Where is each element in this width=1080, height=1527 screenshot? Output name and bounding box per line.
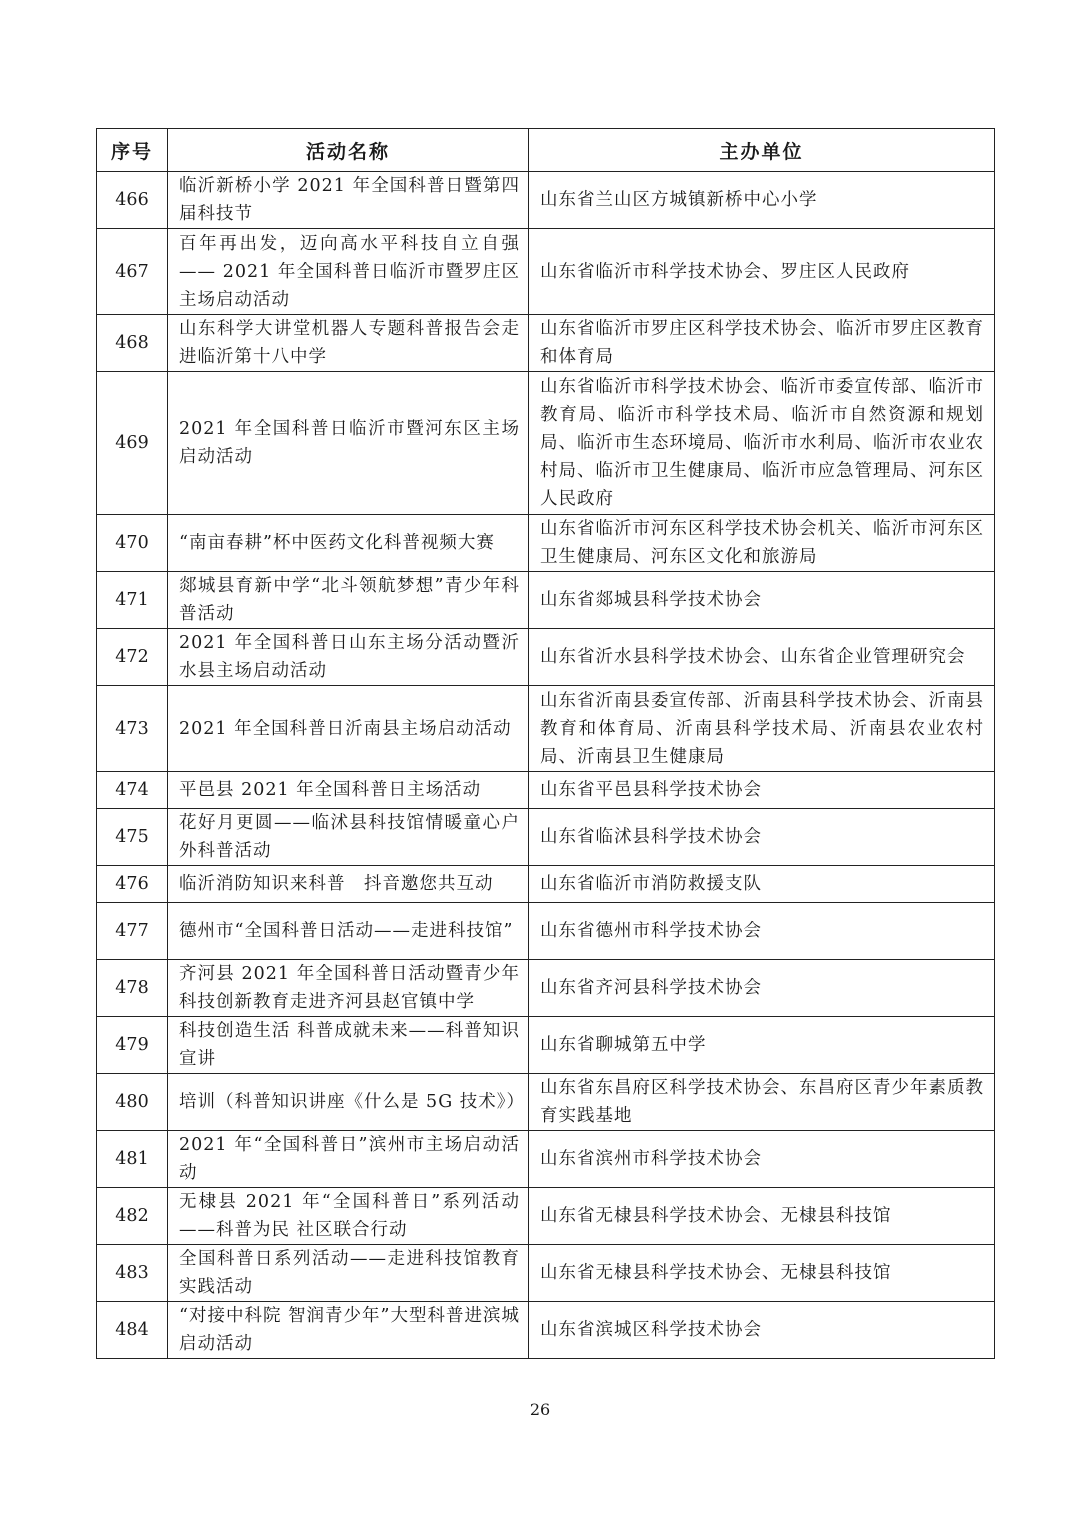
- cell-activity-name: 德州市“全国科普日活动——走进科技馆”: [168, 903, 529, 960]
- table-row: [97, 1302, 995, 1359]
- table-row: [97, 1131, 995, 1188]
- table-row: [97, 229, 995, 315]
- table-row: [97, 572, 995, 629]
- cell-activity-name: “对接中科院 智润青少年”大型科普进滨城启动活动: [168, 1302, 529, 1359]
- cell-activity-name: 2021 年全国科普日临沂市暨河东区主场启动活动: [168, 372, 529, 515]
- header-activity-name: 活动名称: [168, 129, 529, 172]
- header-serial-number: 序号: [97, 129, 168, 172]
- table-header-row: [97, 129, 995, 172]
- cell-serial-number: 478: [97, 960, 168, 1017]
- table-row: [97, 1245, 995, 1302]
- table-row: [97, 1017, 995, 1074]
- table-row: [97, 515, 995, 572]
- cell-serial-number: 472: [97, 629, 168, 686]
- cell-activity-name: 全国科普日系列活动——走进科技馆教育实践活动: [168, 1245, 529, 1302]
- cell-organizer: 山东省临沂市罗庄区科学技术协会、临沂市罗庄区教育和体育局: [529, 315, 995, 372]
- cell-activity-name: 齐河县 2021 年全国科普日活动暨青少年科技创新教育走进齐河县赵官镇中学: [168, 960, 529, 1017]
- cell-serial-number: 483: [97, 1245, 168, 1302]
- table-row: [97, 903, 995, 960]
- table-row: [97, 960, 995, 1017]
- table-row: [97, 629, 995, 686]
- page-number: 26: [529, 1400, 551, 1419]
- cell-serial-number: 471: [97, 572, 168, 629]
- activity-table: [96, 128, 995, 1359]
- cell-serial-number: 484: [97, 1302, 168, 1359]
- cell-serial-number: 470: [97, 515, 168, 572]
- cell-serial-number: 469: [97, 372, 168, 515]
- cell-organizer: 山东省东昌府区科学技术协会、东昌府区青少年素质教育实践基地: [529, 1074, 995, 1131]
- cell-organizer: 山东省滨州市科学技术协会: [529, 1131, 995, 1188]
- cell-activity-name: 山东科学大讲堂机器人专题科普报告会走进临沂第十八中学: [168, 315, 529, 372]
- cell-activity-name: 2021 年全国科普日沂南县主场启动活动: [168, 686, 529, 772]
- cell-organizer: 山东省无棣县科学技术协会、无棣县科技馆: [529, 1188, 995, 1245]
- cell-activity-name: 无棣县 2021 年“全国科普日”系列活动——科普为民 社区联合行动: [168, 1188, 529, 1245]
- table-body: [97, 172, 995, 1359]
- table-row: [97, 866, 995, 903]
- cell-organizer: 山东省无棣县科学技术协会、无棣县科技馆: [529, 1245, 995, 1302]
- cell-serial-number: 481: [97, 1131, 168, 1188]
- cell-serial-number: 474: [97, 772, 168, 809]
- cell-activity-name: 临沂消防知识来科普 抖音邀您共互动: [168, 866, 529, 903]
- cell-activity-name: 百年再出发，迈向高水平科技自立自强—— 2021 年全国科普日临沂市暨罗庄区主场启动活动: [168, 229, 529, 315]
- cell-serial-number: 480: [97, 1074, 168, 1131]
- cell-activity-name: 郯城县育新中学“北斗领航梦想”青少年科普活动: [168, 572, 529, 629]
- cell-serial-number: 479: [97, 1017, 168, 1074]
- table-row: [97, 372, 995, 515]
- cell-organizer: 山东省临沭县科学技术协会: [529, 809, 995, 866]
- cell-serial-number: 466: [97, 172, 168, 229]
- cell-organizer: 山东省临沂市科学技术协会、罗庄区人民政府: [529, 229, 995, 315]
- cell-activity-name: 临沂新桥小学 2021 年全国科普日暨第四届科技节: [168, 172, 529, 229]
- cell-activity-name: 花好月更圆——临沭县科技馆情暖童心户外科普活动: [168, 809, 529, 866]
- cell-activity-name: 2021 年“全国科普日”滨州市主场启动活动: [168, 1131, 529, 1188]
- cell-organizer: 山东省德州市科学技术协会: [529, 903, 995, 960]
- table-row: [97, 772, 995, 809]
- cell-activity-name: 培训（科普知识讲座《什么是 5G 技术》）: [168, 1074, 529, 1131]
- cell-organizer: 山东省滨城区科学技术协会: [529, 1302, 995, 1359]
- cell-serial-number: 467: [97, 229, 168, 315]
- cell-serial-number: 468: [97, 315, 168, 372]
- cell-organizer: 山东省临沂市消防救援支队: [529, 866, 995, 903]
- cell-organizer: 山东省聊城第五中学: [529, 1017, 995, 1074]
- cell-organizer: 山东省沂南县委宣传部、沂南县科学技术协会、沂南县教育和体育局、沂南县科学技术局、沂南县农业农村局、沂南县卫生健康局: [529, 686, 995, 772]
- cell-organizer: 山东省临沂市河东区科学技术协会机关、临沂市河东区卫生健康局、河东区文化和旅游局: [529, 515, 995, 572]
- table-row: [97, 1188, 995, 1245]
- cell-activity-name: 2021 年全国科普日山东主场分活动暨沂水县主场启动活动: [168, 629, 529, 686]
- cell-organizer: 山东省平邑县科学技术协会: [529, 772, 995, 809]
- cell-organizer: 山东省郯城县科学技术协会: [529, 572, 995, 629]
- cell-serial-number: 477: [97, 903, 168, 960]
- table-row: [97, 315, 995, 372]
- cell-serial-number: 476: [97, 866, 168, 903]
- table-row: [97, 686, 995, 772]
- cell-serial-number: 473: [97, 686, 168, 772]
- cell-activity-name: “南亩春耕”杯中医药文化科普视频大赛: [168, 515, 529, 572]
- cell-organizer: 山东省齐河县科学技术协会: [529, 960, 995, 1017]
- table-row: [97, 809, 995, 866]
- table-row: [97, 1074, 995, 1131]
- cell-organizer: 山东省临沂市科学技术协会、临沂市委宣传部、临沂市教育局、临沂市科学技术局、临沂市自然资源和规划局、临沂市生态环境局、临沂市水利局、临沂市农业农村局、临沂市卫生健康局、临沂市应急管理局、河东区人民政府: [529, 372, 995, 515]
- cell-activity-name: 科技创造生活 科普成就未来——科普知识宣讲: [168, 1017, 529, 1074]
- cell-serial-number: 482: [97, 1188, 168, 1245]
- cell-organizer: 山东省沂水县科学技术协会、山东省企业管理研究会: [529, 629, 995, 686]
- cell-organizer: 山东省兰山区方城镇新桥中心小学: [529, 172, 995, 229]
- cell-activity-name: 平邑县 2021 年全国科普日主场活动: [168, 772, 529, 809]
- cell-serial-number: 475: [97, 809, 168, 866]
- header-organizer: 主办单位: [529, 129, 995, 172]
- table-row: [97, 172, 995, 229]
